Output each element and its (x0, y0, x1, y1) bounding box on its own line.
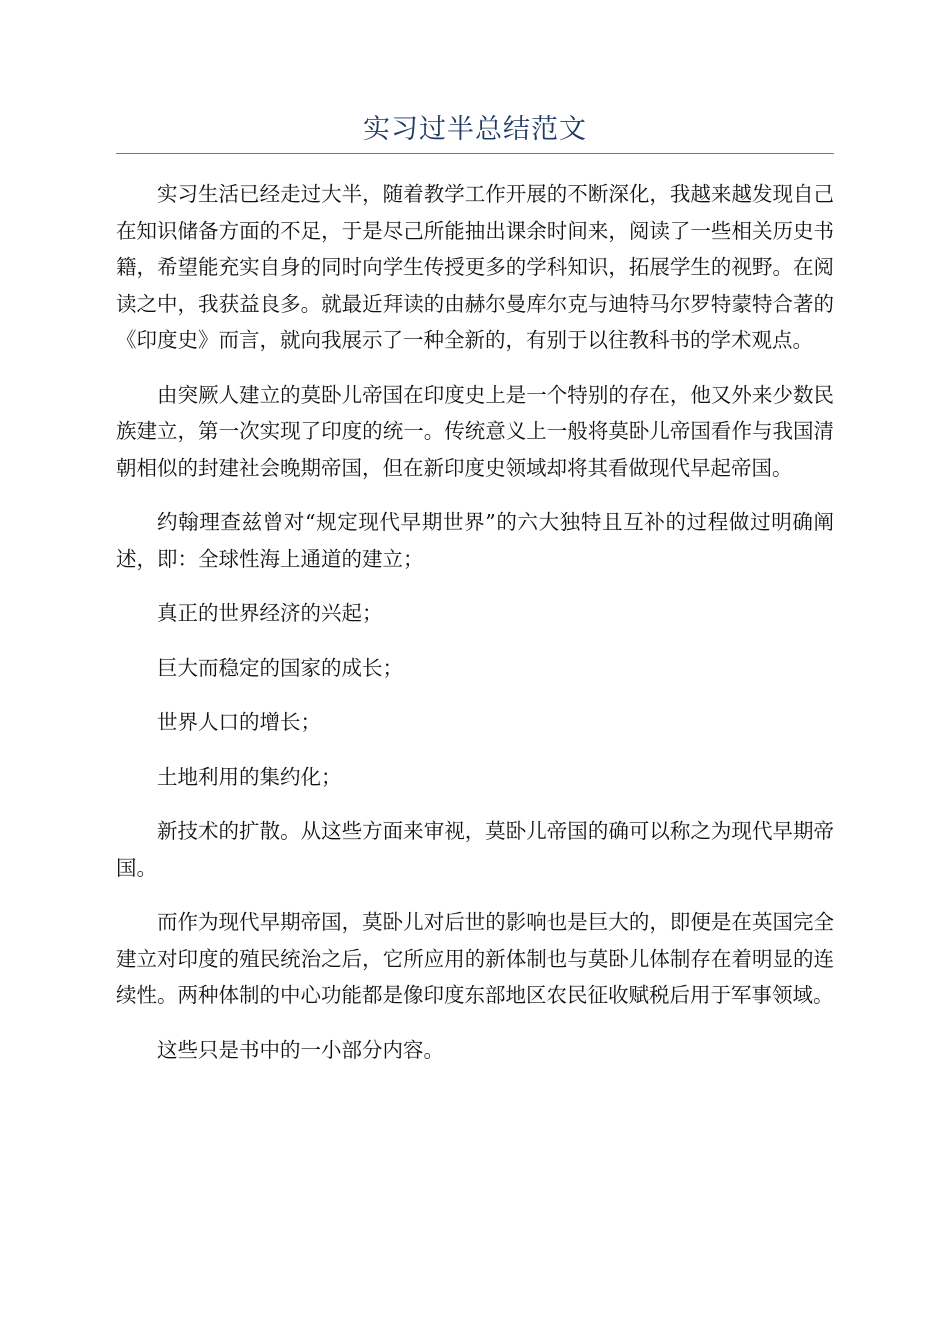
paragraph-1: 实习生活已经走过大半，随着教学工作开展的不断深化，我越来越发现自己在知识储备方面的不足，于是尽己所能抽出课余时间来，阅读了一些相关历史书籍，希望能充实自身的同时向学生传授更多的学科知识，拓展学生的视野。在阅读之中，我获益良多。就最近拜读的由赫尔曼库尔克与迪特马尔罗特蒙特合著的《印度史》而言，就向我展示了一种全新的，有别于以往教科书的学术观点。 (116, 182, 834, 352)
paragraph-4: 真正的世界经济的兴起； (157, 601, 383, 625)
paragraph-10: 这些只是书中的一小部分内容。 (157, 1037, 444, 1062)
paragraph-8: 新技术的扩散。从这些方面来审视，莫卧儿帝国的确可以称之为现代早期帝国。 (116, 819, 834, 880)
paragraph-3: 约翰理查兹曾对“规定现代早期世界”的六大独特且互补的过程做过明确阐述，即：全球性海上通道的建立； (116, 510, 834, 571)
paragraph-9: 而作为现代早期帝国，莫卧儿对后世的影响也是巨大的，即便是在英国完全建立对印度的殖民统治之后，它所应用的新体制也与莫卧儿体制存在着明显的连续性。两种体制的中心功能都是像印度东部地区农民征收赋税后用于军事领域。 (116, 910, 834, 1007)
paragraph-6: 世界人口的增长； (157, 710, 321, 734)
document-title: 实习过半总结范文 (363, 114, 587, 145)
document-body (116, 176, 834, 1086)
paragraph-2: 由突厥人建立的莫卧儿帝国在印度史上是一个特别的存在，他又外来少数民族建立，第一次实现了印度的统一。传统意义上一般将莫卧儿帝国看作与我国清朝相似的封建社会晚期帝国，但在新印度史领域却将其看做现代早起帝国。 (116, 382, 834, 480)
paragraph-5: 巨大而稳定的国家的成长； (157, 655, 403, 680)
paragraph-7: 土地利用的集约化； (157, 764, 342, 789)
title-underline (116, 153, 834, 154)
